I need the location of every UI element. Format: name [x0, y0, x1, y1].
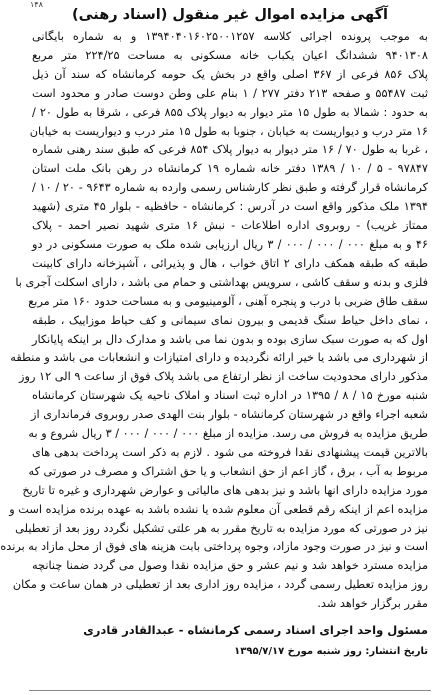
notice-line: ۹۴۰۱۳۰۸ ششدانگ اعیان یکباب خانه مسکونی به مساحت ۲۲۴/۲۵ متر مربع [32, 48, 428, 62]
publication-date: تاریخ انتشار: روز شنبه مورخ ۱۳۹۵/۷/۱۷ [234, 646, 428, 658]
notice-line: مقرر برگزار خواهد شد. [317, 597, 428, 611]
notice-line: پلاک ۸۵۶ فرعی از ۳۶۷ اصلی واقع در بخش یک حومه کرمانشاه که سند آن ذیل [32, 67, 428, 81]
notice-line: به حدود : شمالا به طول ۱۵ متر دیوار به دیوار پلاک ۸۵۵ فرعی ، شرقا به طول ۲۰ / [32, 105, 428, 119]
notice-line: ، غربا به طول ۷۰ / ۱۶ متر دیوار به دیوار پلاک ۸۵۴ فرعی که طبق سند رهنی شماره [32, 143, 428, 157]
notice-line: ، نمای داخل حیاط سنگ قدیمی و بیرون نمای سیمانی و کف حیاط موزاییک ، طبقه [32, 313, 428, 327]
notice-line: مذکور دارای محدودیت ساخت از نظر ارتفاع می باشد پلاک فوق از ساعت ۹ الی ۱۲ روز [19, 370, 428, 384]
signature-line: مسئول واحد اجرای اسناد رسمی کرمانشاه - عبدالقادر قادری [83, 623, 428, 638]
notice-line: شعبه اجراء واقع در شهرستان کرمانشاه - بلوار بنت الهدی صدر روبروی فرمانداری از [31, 408, 428, 422]
notice-line: ممتاز غریب) - روبروی اداره اطلاعات - نبش ۱۶ متری شهید نصیر احمد - پلاک [32, 219, 428, 233]
page-number: ۱۴۸ [30, 0, 43, 9]
notice-line: بالاترین قیمت پیشنهادی نقدا فروخته می شود . لازم به ذکر است پرداخت بدهی های [32, 445, 428, 459]
notice-line: ثبت ۵۵۴۸۷ و صفحه ۲۱۳ دفتر ۲۷۷ / ۱ بنام علی وطن دوست صادر و محدود است [32, 86, 428, 100]
notice-line: مزایده مسترد خواهد شد و نیم عشر و حق مزایده نقدا وصول می گردد ضمنا چنانچه [32, 559, 428, 573]
notice-line: از شهرداری می باشد یا خیر ارائه نگردیده و دارای امتیازات و انشعابات می باشد و منطقه [10, 351, 428, 365]
notice-line: اول که به صورت سبک سازی بوده و بدون نما می باشد و مدارک دال بر اینکه پایانکار [32, 332, 428, 346]
notice-line: ۹۷۸۴۷ - ۵ / ۱۰ / ۱۳۸۹ دفتر خانه شماره ۱۹ کرمانشاه در رهن بانک ملت استان [32, 162, 428, 176]
notice-line: کرمانشاه قرار گرفته و طبق نظر کارشناس رسمی وارده به شماره ۹۶۴۳ - ۲۰ / ۱۰ / [32, 181, 429, 195]
notice-line: ۱۶ متر درب و دیواریست به خیابان ، جنوبا به طول ۱۵ متر درب و دیواریست به خیابان [29, 124, 428, 138]
notice-line: مربوط به آب ، برق ، گاز اعم از حق انشعاب و یا حق اشتراک و مصرف در صورتی که [28, 464, 428, 478]
notice-line: ۴۶ و به مبلغ ۰۰۰ / ۰۰۰ / ۰۰۰ / ۳ ریال ارزیابی شده ملک به صورت مسکونی در دو [32, 237, 428, 251]
notice-line: مزایده اعم از اینکه رقم قطعی آن معلوم شده یا نشده باشد به عهده برنده مزایده است و [9, 502, 428, 516]
notice-line: طبقه که طبقه همکف دارای ۲ اتاق خواب ، هال و پذیرائی ، آشپزخانه دارای کابینت [32, 256, 428, 270]
notice-line: است و نیز در صورت وجود مازاد، وجوه پرداختی بابت هزینه های فوق از محل مازاد به برنده [0, 540, 428, 554]
notice-line: نیز در صورتی که مورد مزایده به تاریخ مقرر به هر علتی تشکیل نگردد روز بعد از تعطیلی [15, 521, 428, 535]
notice-line: به موجب پرونده اجرائی کلاسه ۱۳۹۴۰۴۰۱۶۰۲۵۰۰۱۲۵۷ و به شماره بایگانی [32, 30, 429, 43]
notice-line: ۱۳۹۴ ملک مذکور واقع است در آدرس : کرمانشاه - حافظیه - بلوار ۴۵ متری (شهید [32, 200, 429, 214]
notice-title: آگهی مزایده اموال غیر منقول (اسناد رهنی) [72, 7, 388, 23]
notice-line: روز مزایده تعطیل رسمی گردد ، مزایده روز اداری بعد از تعطیلی در همان ساعت و مکان [12, 578, 428, 592]
notice-line: مورد مزایده دارای انها باشد و نیز بدهی های مالیاتی و عوارض شهرداری و غیره تا تاریخ [22, 483, 428, 497]
notice-line: فلزی و بدنه و سقف کاشی ، سرویس بهداشتی و حمام می باشد ، دارای اسکلت آجری با [15, 275, 428, 289]
notice-line: شنبه مورخ ۱۵ / ۸ / ۱۳۹۵ در اداره ثبت اسناد و املاک ناحیه یک شهرستان کرمانشاه [32, 389, 428, 403]
notice-line: طریق مزایده به فروش می رسد. مزایده از مبلغ ۰۰۰ / ۰۰۰ / ۰۰۰ / ۳ ریال شروع و به [28, 427, 428, 441]
notice-line: سقف طاق ضربی با درب و پنجره آهنی ، آلومینیومی و به مساحت حدود ۱۶۰ متر مربع [28, 294, 428, 308]
